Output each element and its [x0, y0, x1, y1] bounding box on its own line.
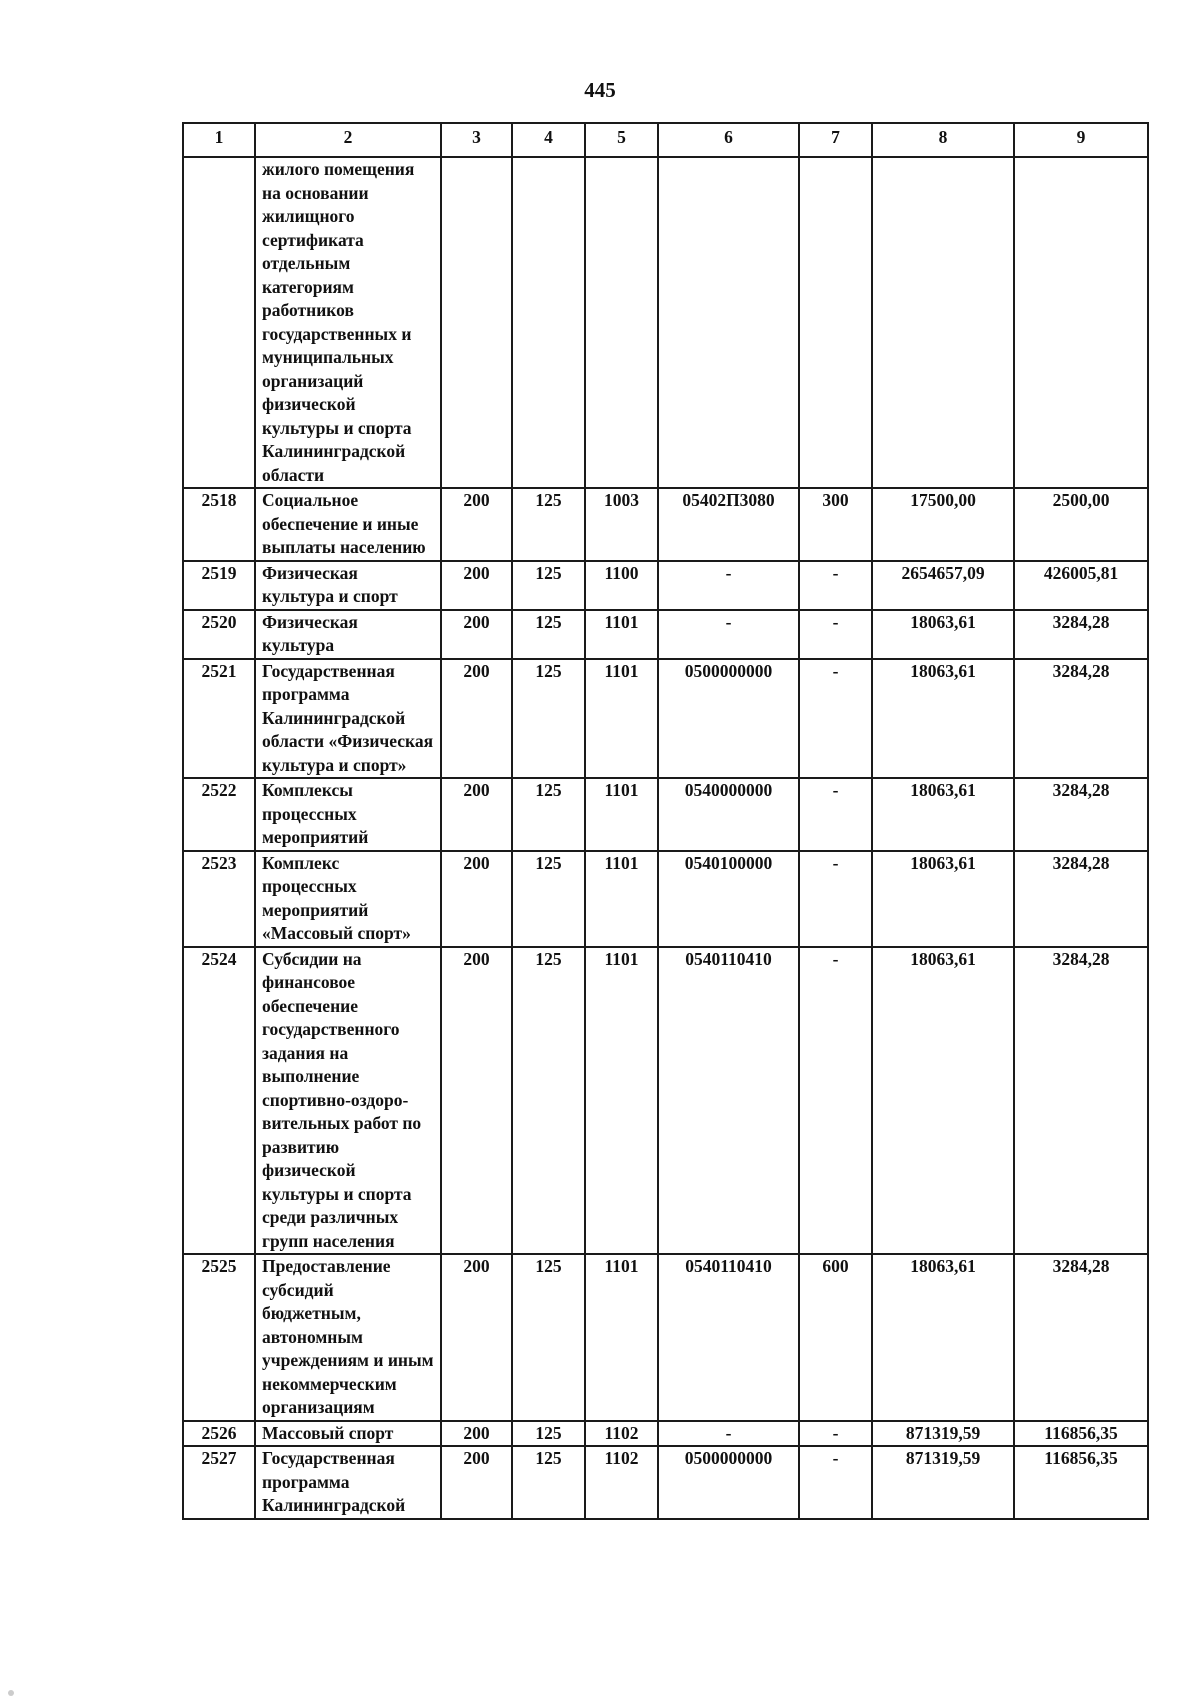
code-4: 125 — [512, 1421, 585, 1447]
row-description: Комплексы процессных мероприятий — [255, 778, 441, 851]
code-3: 200 — [441, 947, 512, 1255]
code-3: 200 — [441, 1254, 512, 1421]
target-article-code: 0500000000 — [658, 1446, 799, 1519]
expense-type-code — [799, 157, 872, 488]
table-row — [183, 1254, 1148, 1421]
table-row — [183, 610, 1148, 659]
amount-col-8 — [872, 157, 1014, 488]
row-number: 2521 — [183, 659, 255, 779]
table-row — [183, 1446, 1148, 1519]
expense-type-code: - — [799, 659, 872, 779]
table-row — [183, 851, 1148, 947]
row-description: Предоставление субсидий бюджетным, автономным учреждениям и иным некоммерческим организациям — [255, 1254, 441, 1421]
target-article-code — [658, 157, 799, 488]
row-description: жилого помещения на основании жилищного сертификата отдельным категориям работников государственных и муниципальных организаций физической культуры и спорта Калининградской области — [255, 157, 441, 488]
expense-type-code: - — [799, 778, 872, 851]
code-3: 200 — [441, 851, 512, 947]
expense-type-code: - — [799, 610, 872, 659]
row-number: 2519 — [183, 561, 255, 610]
table-row — [183, 659, 1148, 779]
section-code: 1101 — [585, 659, 658, 779]
row-number: 2522 — [183, 778, 255, 851]
code-4: 125 — [512, 488, 585, 561]
row-description: Государственная программа Калининградской — [255, 1446, 441, 1519]
section-code: 1101 — [585, 947, 658, 1255]
column-header: 5 — [585, 123, 658, 157]
code-3: 200 — [441, 1446, 512, 1519]
target-article-code: 0540110410 — [658, 1254, 799, 1421]
column-header: 6 — [658, 123, 799, 157]
expense-type-code: - — [799, 561, 872, 610]
section-code: 1101 — [585, 778, 658, 851]
amount-col-8: 18063,61 — [872, 1254, 1014, 1421]
section-code: 1101 — [585, 1254, 658, 1421]
amount-col-8: 2654657,09 — [872, 561, 1014, 610]
amount-col-9: 3284,28 — [1014, 610, 1148, 659]
table-row — [183, 778, 1148, 851]
row-number: 2523 — [183, 851, 255, 947]
expense-type-code: 300 — [799, 488, 872, 561]
section-code: 1003 — [585, 488, 658, 561]
table-row — [183, 157, 1148, 488]
table-row — [183, 488, 1148, 561]
column-header: 1 — [183, 123, 255, 157]
code-4 — [512, 157, 585, 488]
row-number: 2525 — [183, 1254, 255, 1421]
column-header: 3 — [441, 123, 512, 157]
row-number: 2518 — [183, 488, 255, 561]
code-4: 125 — [512, 778, 585, 851]
section-code: 1100 — [585, 561, 658, 610]
code-3: 200 — [441, 659, 512, 779]
amount-col-9: 2500,00 — [1014, 488, 1148, 561]
amount-col-9: 3284,28 — [1014, 778, 1148, 851]
code-3: 200 — [441, 561, 512, 610]
amount-col-9: 3284,28 — [1014, 851, 1148, 947]
section-code: 1102 — [585, 1446, 658, 1519]
amount-col-9: 116856,35 — [1014, 1446, 1148, 1519]
code-3 — [441, 157, 512, 488]
target-article-code: - — [658, 561, 799, 610]
expense-type-code: - — [799, 1421, 872, 1447]
amount-col-9 — [1014, 157, 1148, 488]
section-code: 1102 — [585, 1421, 658, 1447]
section-code: 1101 — [585, 851, 658, 947]
row-number: 2524 — [183, 947, 255, 1255]
code-4: 125 — [512, 659, 585, 779]
column-header: 9 — [1014, 123, 1148, 157]
code-4: 125 — [512, 947, 585, 1255]
amount-col-9: 3284,28 — [1014, 947, 1148, 1255]
row-description: Государственная программа Калининградской области «Физическая культура и спорт» — [255, 659, 441, 779]
target-article-code: - — [658, 610, 799, 659]
amount-col-8: 871319,59 — [872, 1446, 1014, 1519]
row-description: Субсидии на финансовое обеспечение государственного задания на выполнение спортивно-оздоро-вительных работ по развитию физической культуры и спорта среди различных групп населения — [255, 947, 441, 1255]
code-4: 125 — [512, 561, 585, 610]
expense-type-code: - — [799, 851, 872, 947]
row-description: Социальное обеспечение и иные выплаты населению — [255, 488, 441, 561]
column-header: 4 — [512, 123, 585, 157]
table-row — [183, 947, 1148, 1255]
page-number: 445 — [584, 78, 616, 102]
column-header: 8 — [872, 123, 1014, 157]
table-row — [183, 561, 1148, 610]
scan-dot — [8, 1690, 14, 1696]
amount-col-8: 18063,61 — [872, 610, 1014, 659]
row-description: Массовый спорт — [255, 1421, 441, 1447]
code-4: 125 — [512, 1446, 585, 1519]
amount-col-9: 426005,81 — [1014, 561, 1148, 610]
header-row — [183, 123, 1148, 157]
column-header: 7 — [799, 123, 872, 157]
row-description: Физическая культура — [255, 610, 441, 659]
target-article-code: - — [658, 1421, 799, 1447]
code-4: 125 — [512, 1254, 585, 1421]
amount-col-8: 18063,61 — [872, 778, 1014, 851]
amount-col-9: 3284,28 — [1014, 1254, 1148, 1421]
row-number: 2526 — [183, 1421, 255, 1447]
target-article-code: 0540100000 — [658, 851, 799, 947]
amount-col-9: 116856,35 — [1014, 1421, 1148, 1447]
code-3: 200 — [441, 610, 512, 659]
code-4: 125 — [512, 610, 585, 659]
expense-type-code: 600 — [799, 1254, 872, 1421]
expense-type-code: - — [799, 1446, 872, 1519]
code-3: 200 — [441, 1421, 512, 1447]
target-article-code: 0500000000 — [658, 659, 799, 779]
section-code — [585, 157, 658, 488]
amount-col-9: 3284,28 — [1014, 659, 1148, 779]
row-description: Физическая культура и спорт — [255, 561, 441, 610]
column-header: 2 — [255, 123, 441, 157]
code-3: 200 — [441, 778, 512, 851]
target-article-code: 0540110410 — [658, 947, 799, 1255]
row-number: 2520 — [183, 610, 255, 659]
amount-col-8: 871319,59 — [872, 1421, 1014, 1447]
budget-table — [182, 122, 1149, 1520]
target-article-code: 05402П3080 — [658, 488, 799, 561]
amount-col-8: 18063,61 — [872, 659, 1014, 779]
code-4: 125 — [512, 851, 585, 947]
amount-col-8: 18063,61 — [872, 851, 1014, 947]
table-row — [183, 1421, 1148, 1447]
table-body — [183, 157, 1148, 1519]
target-article-code: 0540000000 — [658, 778, 799, 851]
row-number — [183, 157, 255, 488]
row-number: 2527 — [183, 1446, 255, 1519]
section-code: 1101 — [585, 610, 658, 659]
row-description: Комплекс процессных мероприятий «Массовый спорт» — [255, 851, 441, 947]
amount-col-8: 18063,61 — [872, 947, 1014, 1255]
code-3: 200 — [441, 488, 512, 561]
amount-col-8: 17500,00 — [872, 488, 1014, 561]
expense-type-code: - — [799, 947, 872, 1255]
